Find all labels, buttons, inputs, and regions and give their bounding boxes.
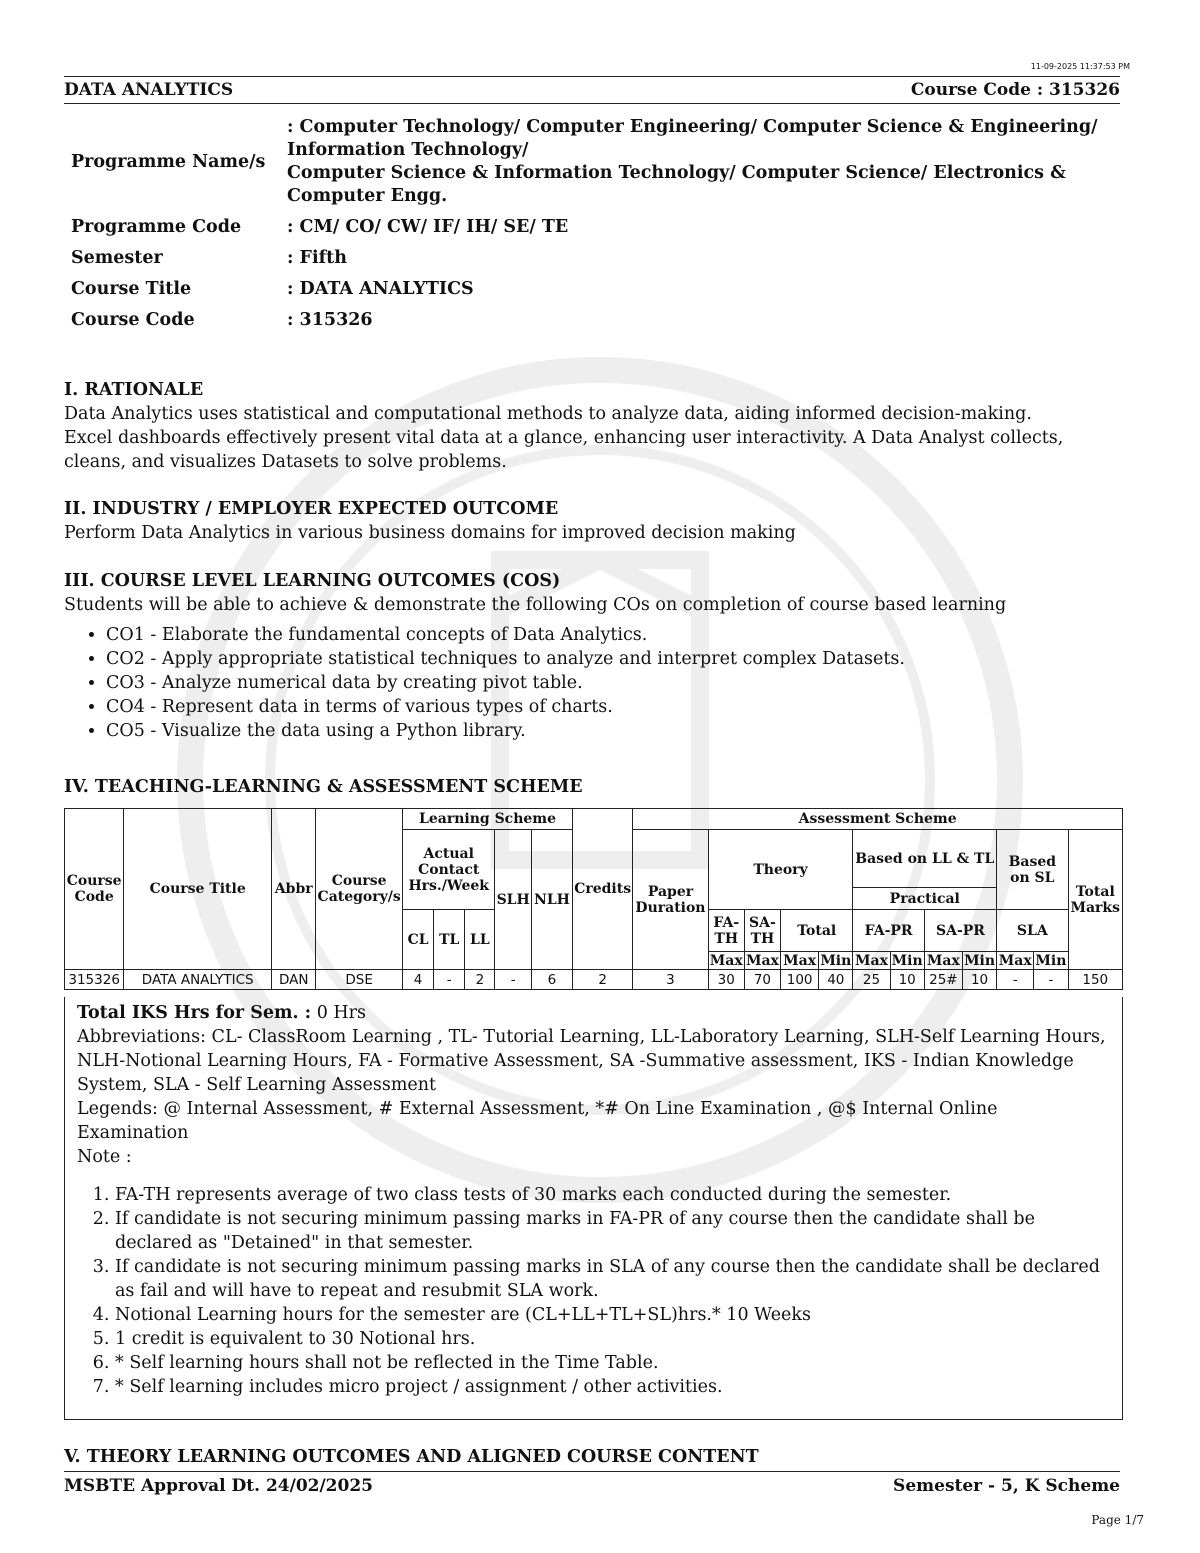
cos-heading: III. COURSE LEVEL LEARNING OUTCOMES (COS): [64, 571, 561, 591]
page-number: Page 1/7: [1091, 1513, 1144, 1527]
course-title-value: : DATA ANALYTICS: [287, 279, 474, 299]
note-label: Note :: [77, 1147, 132, 1167]
programme-names-value: : Computer Technology/ Computer Engineering/ Computer Science & Engineering/ Information Technology/ Computer Science & Information Technology/ Computer Science/ Electronics & Computer Engg.: [287, 117, 1098, 206]
scheme-notes-box: [64, 997, 1123, 1420]
list-item: • CO1 - Elaborate the fundamental concepts of Data Analytics.: [106, 623, 1130, 647]
cos-list: [64, 623, 1130, 743]
list-item: 1. FA-TH represents average of two class tests of 30 marks each conducted during the semester.: [115, 1183, 1110, 1207]
rationale-heading: I. RATIONALE: [64, 380, 204, 400]
list-item: 2. If candidate is not securing minimum passing marks in FA-PR of any course then the candidate shall be declared as "Detained" in that semester.: [115, 1207, 1110, 1255]
course-title-label: Course Title: [71, 279, 192, 299]
scheme-heading: IV. TEACHING-LEARNING & ASSESSMENT SCHEME: [64, 777, 583, 797]
list-item: • CO4 - Represent data in terms of various types of charts.: [106, 695, 1130, 719]
list-item: 3. If candidate is not securing minimum passing marks in SLA of any course then the candidate shall be declared as fail and will have to repeat and resubmit SLA work.: [115, 1255, 1110, 1303]
footer-semester: Semester - 5, K Scheme: [893, 1476, 1120, 1496]
abbreviations-text: Abbreviations: CL- ClassRoom Learning , TL- Tutorial Learning, LL-Laboratory Learning, SLH-Self Learning Hours, NLH-Notional Learning Hours, FA - Formative Assessment, SA -Summative assessment, IKS - Indian Knowledge System, SLA - Self Learning Assessment: [77, 1027, 1106, 1095]
list-item: • CO2 - Apply appropriate statistical techniques to analyze and interpret complex Datasets.: [106, 647, 1130, 671]
theory-heading: V. THEORY LEARNING OUTCOMES AND ALIGNED COURSE CONTENT: [64, 1447, 759, 1467]
cos-intro: Students will be able to achieve & demonstrate the following COs on completion of course based learning: [64, 595, 1007, 615]
course-code-value: : 315326: [287, 310, 373, 330]
cos-section: [64, 569, 1130, 743]
list-item: 7. * Self learning includes micro project / assignment / other activities.: [115, 1375, 1110, 1399]
semester-label: Semester: [71, 248, 163, 268]
notes-list: [77, 1183, 1110, 1399]
legends-text: Legends: @ Internal Assessment, # External Assessment, *# On Line Examination , @$ Internal Online Examination: [77, 1099, 998, 1143]
course-info-table: [66, 112, 1103, 336]
list-item: • CO5 - Visualize the data using a Python library.: [106, 719, 1130, 743]
header-course-code: Course Code : 315326: [910, 80, 1120, 100]
semester-value: : Fifth: [287, 248, 347, 268]
programme-code-value: : CM/ CO/ CW/ IF/ IH/ SE/ TE: [287, 217, 569, 237]
programme-code-label: Programme Code: [71, 217, 242, 237]
iks-value: 0 Hrs: [311, 1003, 366, 1023]
page-footer: [64, 1471, 1120, 1496]
page-header: [64, 76, 1120, 104]
list-item: 6. * Self learning hours shall not be reflected in the Time Table.: [115, 1351, 1110, 1375]
iks-label: Total IKS Hrs for Sem. :: [77, 1003, 312, 1023]
list-item: • CO3 - Analyze numerical data by creating pivot table.: [106, 671, 1130, 695]
industry-text: Perform Data Analytics in various business domains for improved decision making: [64, 523, 796, 543]
print-timestamp: 11-09-2025 11:37:53 PM: [1030, 62, 1130, 71]
theory-section: [64, 1445, 1130, 1469]
industry-section: [64, 497, 1130, 545]
rationale-section: I. RATIONALE Data Analytics uses statistical and computational methods to analyze data, aiding informed decision-making. Excel dashboards effectively present vital data at a glance, enhancing user interactivity. A Data Analyst collects, cleans, and visualizes Datasets to solve problems.: [64, 378, 1130, 474]
industry-heading: II. INDUSTRY / EMPLOYER EXPECTED OUTCOME: [64, 499, 559, 519]
list-item: 4. Notional Learning hours for the semester are (CL+LL+TL+SL)hrs.* 10 Weeks: [115, 1303, 1110, 1327]
table-row: 315326 DATA ANALYTICS DAN DSE 4 - 2 - 6 2 3 30 70 100 40 25 10 25# 10 - - 150: [65, 970, 1123, 990]
scheme-section: [64, 775, 1130, 799]
list-item: 5. 1 credit is equivalent to 30 Notional hrs.: [115, 1327, 1110, 1351]
programme-names-label: Programme Name/s: [71, 151, 266, 172]
assessment-scheme-table: Course Code Course Title Abbr Course Category/s Learning Scheme Credits Assessment Scheme Actual Contact Hrs./Week SLH NLH Paper Duration Theory Based on LL & TL Based on SL Total Marks Practical CL TL LL FA-TH SA-TH Total FA-PR SA-PR SLA Max Max Max Min Max Min Max Min Max Min 315326 DATA ANALYTICS DAN DSE 4 - 2 - 6 2 3 30 70 100 40 25 10 25# 10 - - 150: [64, 808, 1123, 990]
footer-approval: MSBTE Approval Dt. 24/02/2025: [64, 1476, 373, 1496]
header-title: DATA ANALYTICS: [64, 80, 234, 100]
course-code-label: Course Code: [71, 310, 195, 330]
